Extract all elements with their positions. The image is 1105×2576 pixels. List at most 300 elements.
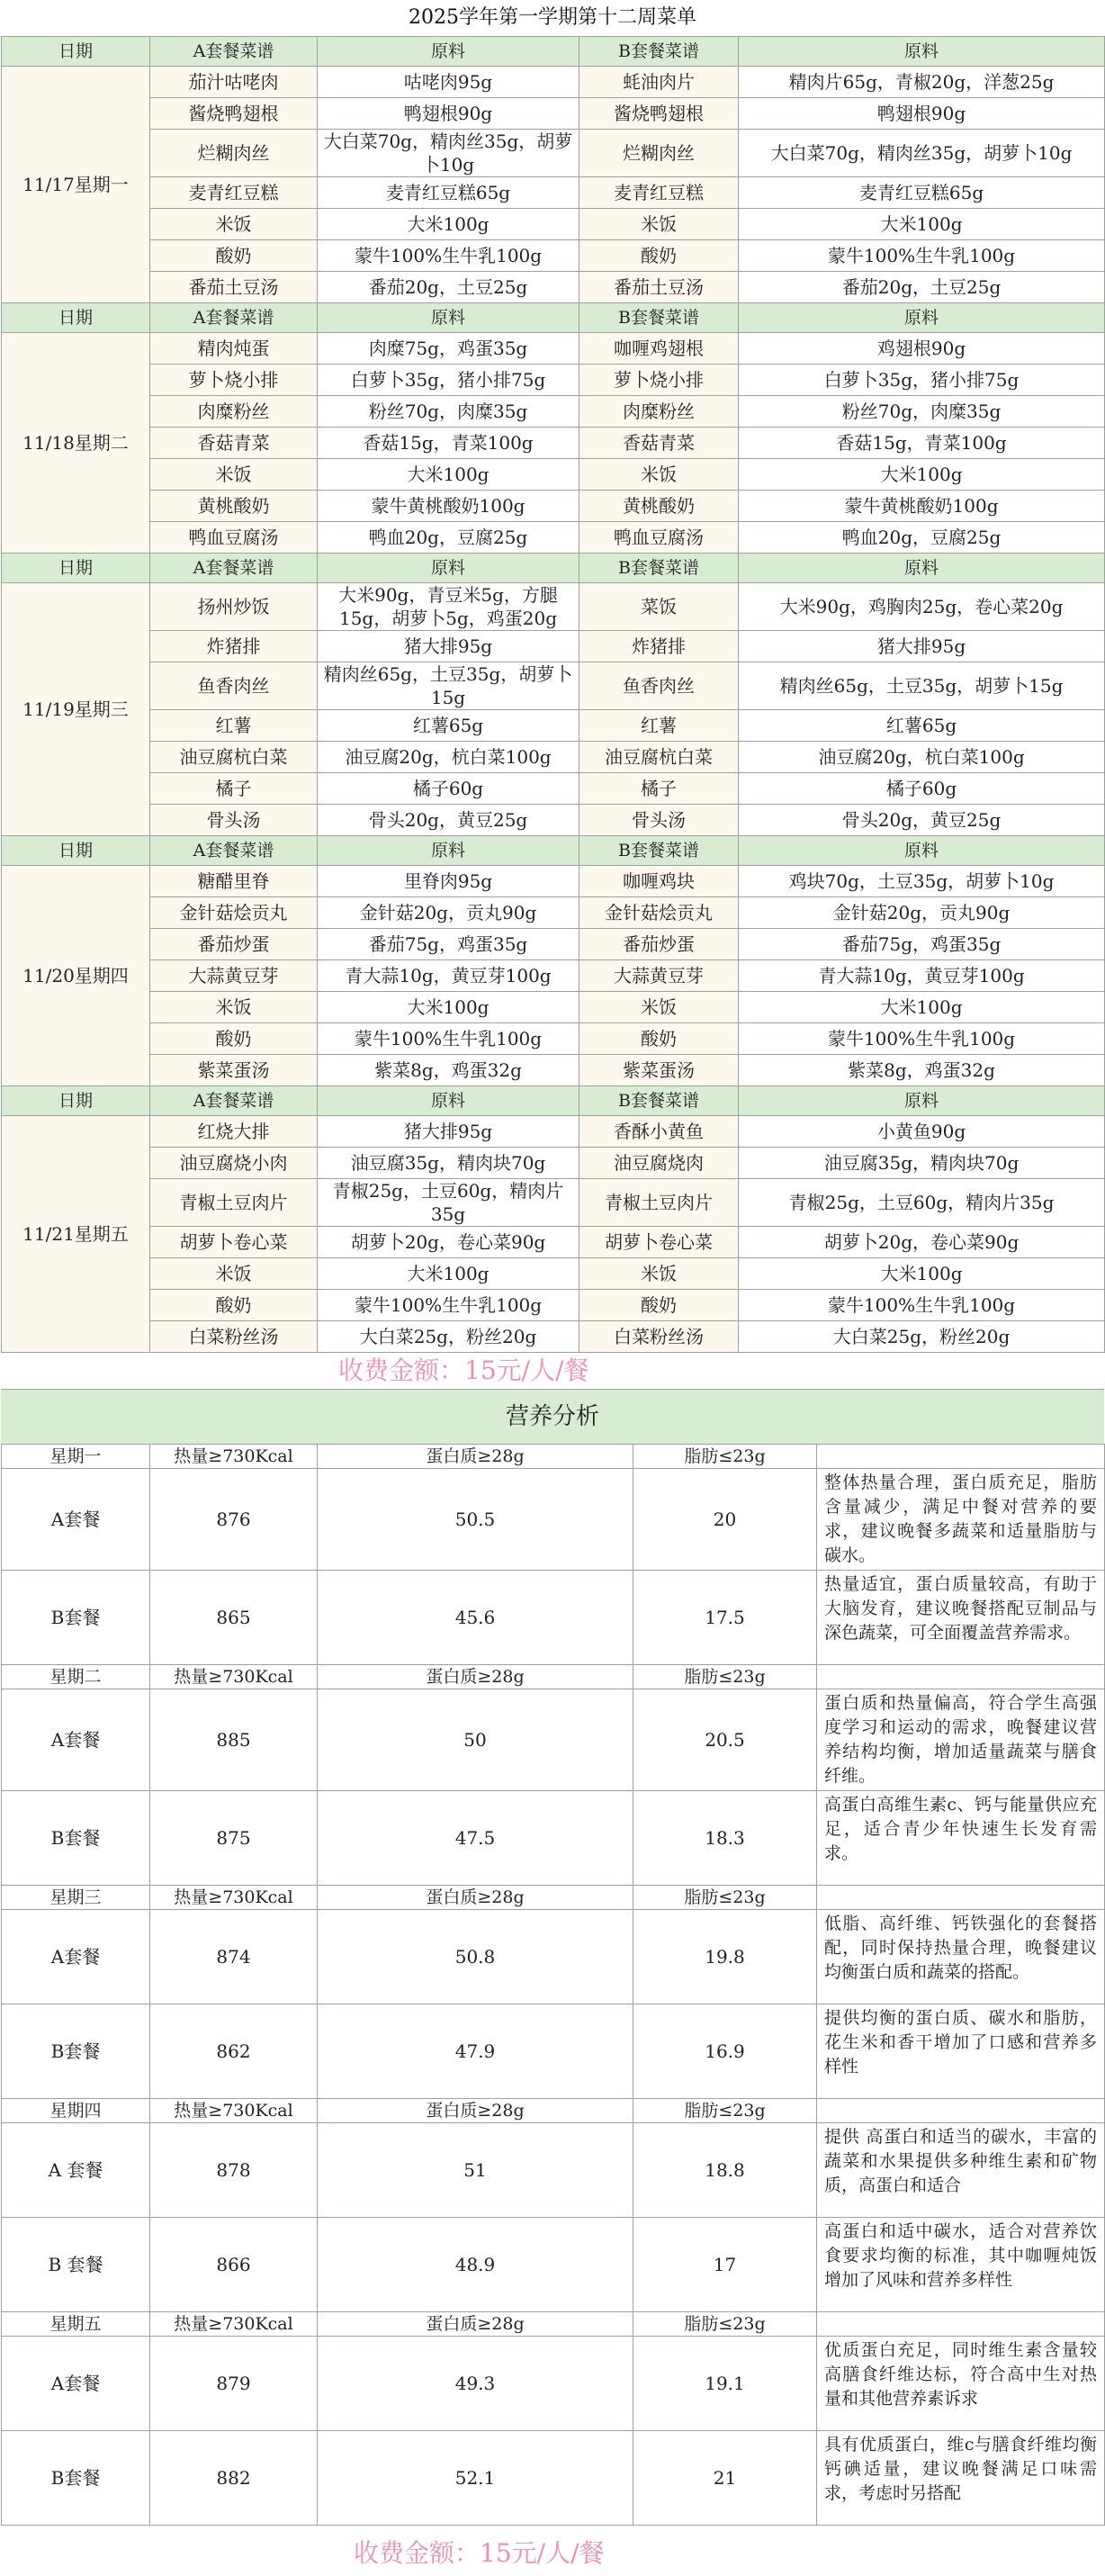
a-ingredients: 金针菇20g，贡丸90g <box>318 897 579 929</box>
analysis-comment: 高蛋白高维生素c、钙与能量供应充足，适合青少年快速生长发育需求。 <box>817 1791 1105 1886</box>
a-dish-name: 麦青红豆糕 <box>150 177 318 209</box>
a-ingredients: 大米100g <box>318 209 579 240</box>
set-label: A套餐 <box>2 1910 150 2004</box>
b-dish-name: 红薯 <box>579 710 739 742</box>
table-row <box>2 773 1105 805</box>
b-ingredients: 红薯65g <box>739 710 1105 742</box>
table-row <box>2 67 1105 98</box>
b-dish-name: 黄桃酸奶 <box>579 491 739 522</box>
nutrition-subheader-row <box>2 1886 1105 1910</box>
day-label: 11/21星期五 <box>2 1116 150 1353</box>
header-ingredients: 原料 <box>739 37 1105 67</box>
heat-value: 885 <box>150 1689 318 1791</box>
protein-value: 48.9 <box>318 2218 633 2312</box>
b-ingredients: 大米90g，鸡胸肉25g，卷心菜20g <box>739 583 1105 631</box>
heat-value: 882 <box>150 2431 318 2526</box>
nutrition-subheader-row <box>2 1445 1105 1469</box>
header-b-menu: B套餐菜谱 <box>579 303 739 333</box>
analysis-comment: 整体热量合理，蛋白质充足，脂肪含量减少，满足中餐对营养的要求，建议晚餐多蔬菜和适量脂肪与碳水。 <box>817 1469 1105 1571</box>
nutrition-body <box>2 1445 1105 2526</box>
b-dish-name: 米饭 <box>579 209 739 240</box>
b-ingredients: 大米100g <box>739 459 1105 491</box>
a-ingredients: 番茄75g，鸡蛋35g <box>318 929 579 960</box>
table-row <box>2 1227 1105 1258</box>
table-row <box>2 130 1105 177</box>
analysis-comment: 低脂、高纤维、钙铁强化的套餐搭配，同时保持热量合理，晚餐建议均衡蛋白质和蔬菜的搭配。 <box>817 1910 1105 2004</box>
a-ingredients: 蒙牛100%生牛乳100g <box>318 240 579 272</box>
heat-value: 865 <box>150 1571 318 1665</box>
comment-header <box>817 2099 1105 2123</box>
fat-header: 脂肪≤23g <box>633 2312 817 2337</box>
b-ingredients: 鸭血20g，豆腐25g <box>739 522 1105 554</box>
heat-value: 875 <box>150 1791 318 1886</box>
b-ingredients: 大米100g <box>739 992 1105 1023</box>
fat-value: 20 <box>633 1469 817 1571</box>
set-label: B 套餐 <box>2 2218 150 2312</box>
b-ingredients: 橘子60g <box>739 773 1105 805</box>
analysis-comment: 提供均衡的蛋白质、碳水和脂肪，花生米和香干增加了口感和营养多样性 <box>817 2004 1105 2099</box>
b-dish-name: 大蒜黄豆芽 <box>579 960 739 992</box>
comment-header <box>817 1445 1105 1469</box>
a-ingredients: 油豆腐20g，杭白菜100g <box>318 742 579 773</box>
b-ingredients: 小黄鱼90g <box>739 1116 1105 1148</box>
set-label: A套餐 <box>2 1689 150 1791</box>
header-ingredients: 原料 <box>318 836 579 866</box>
a-dish-name: 香菇青菜 <box>150 428 318 459</box>
a-ingredients: 精肉丝65g，土豆35g，胡萝卜15g <box>318 662 579 710</box>
table-row <box>2 333 1105 365</box>
b-dish-name: 米饭 <box>579 1258 739 1290</box>
table-row <box>2 428 1105 459</box>
a-ingredients: 白萝卜35g，猪小排75g <box>318 365 579 396</box>
fat-header: 脂肪≤23g <box>633 1665 817 1689</box>
b-ingredients: 大白菜70g，精肉丝35g，胡萝卜10g <box>739 130 1105 177</box>
set-label: B套餐 <box>2 2431 150 2526</box>
b-ingredients: 鸡翅根90g <box>739 333 1105 365</box>
heat-header: 热量≥730Kcal <box>150 2312 318 2337</box>
a-dish-name: 酱烧鸭翅根 <box>150 98 318 130</box>
b-dish-name: 炸猪排 <box>579 631 739 662</box>
b-ingredients: 猪大排95g <box>739 631 1105 662</box>
a-dish-name: 胡萝卜卷心菜 <box>150 1227 318 1258</box>
b-dish-name: 肉糜粉丝 <box>579 396 739 428</box>
a-ingredients: 蒙牛100%生牛乳100g <box>318 1023 579 1055</box>
table-row <box>2 209 1105 240</box>
table-row <box>2 522 1105 554</box>
fat-value: 21 <box>633 2431 817 2526</box>
a-dish-name: 酸奶 <box>150 1290 318 1321</box>
a-ingredients: 紫菜8g，鸡蛋32g <box>318 1055 579 1086</box>
header-ingredients: 原料 <box>318 37 579 67</box>
header-a-menu: A套餐菜谱 <box>150 836 318 866</box>
header-ingredients: 原料 <box>739 836 1105 866</box>
a-ingredients: 大米100g <box>318 459 579 491</box>
nutrition-row <box>2 1689 1105 1791</box>
b-dish-name: 蚝油肉片 <box>579 67 739 98</box>
fat-value: 18.3 <box>633 1791 817 1886</box>
b-dish-name: 香菇青菜 <box>579 428 739 459</box>
protein-header: 蛋白质≥28g <box>318 1445 633 1469</box>
nutrition-row <box>2 1469 1105 1571</box>
a-dish-name: 酸奶 <box>150 1023 318 1055</box>
b-ingredients: 青大蒜10g，黄豆芽100g <box>739 960 1105 992</box>
header-a-menu: A套餐菜谱 <box>150 37 318 67</box>
b-dish-name: 紫菜蛋汤 <box>579 1055 739 1086</box>
a-ingredients: 大白菜25g，粉丝20g <box>318 1321 579 1353</box>
table-row <box>2 897 1105 929</box>
table-row <box>2 396 1105 428</box>
a-dish-name: 酸奶 <box>150 240 318 272</box>
heat-value: 876 <box>150 1469 318 1571</box>
table-row <box>2 710 1105 742</box>
table-row <box>2 631 1105 662</box>
a-dish-name: 油豆腐烧小肉 <box>150 1148 318 1179</box>
a-dish-name: 米饭 <box>150 459 318 491</box>
a-dish-name: 精肉炖蛋 <box>150 333 318 365</box>
nutrition-day: 星期三 <box>2 1886 150 1910</box>
table-row <box>2 240 1105 272</box>
set-label: B套餐 <box>2 1791 150 1886</box>
a-ingredients: 肉糜75g，鸡蛋35g <box>318 333 579 365</box>
a-ingredients: 粉丝70g，肉糜35g <box>318 396 579 428</box>
heat-header: 热量≥730Kcal <box>150 2099 318 2123</box>
heat-header: 热量≥730Kcal <box>150 1886 318 1910</box>
heat-header: 热量≥730Kcal <box>150 1445 318 1469</box>
table-row <box>2 805 1105 836</box>
b-dish-name: 酱烧鸭翅根 <box>579 98 739 130</box>
b-ingredients: 蒙牛黄桃酸奶100g <box>739 491 1105 522</box>
header-b-menu: B套餐菜谱 <box>579 1086 739 1116</box>
protein-value: 47.9 <box>318 2004 633 2099</box>
heat-value: 878 <box>150 2123 318 2218</box>
b-ingredients: 蒙牛100%生牛乳100g <box>739 1290 1105 1321</box>
b-ingredients: 蒙牛100%生牛乳100g <box>739 240 1105 272</box>
nutrition-day: 星期一 <box>2 1445 150 1469</box>
menu-header-row <box>2 836 1105 866</box>
nutrition-title: 营养分析 <box>1 1389 1104 1444</box>
table-row <box>2 1258 1105 1290</box>
menu-header-row <box>2 1086 1105 1116</box>
b-dish-name: 油豆腐杭白菜 <box>579 742 739 773</box>
table-row <box>2 992 1105 1023</box>
protein-header: 蛋白质≥28g <box>318 1886 633 1910</box>
a-dish-name: 油豆腐杭白菜 <box>150 742 318 773</box>
header-date: 日期 <box>2 554 150 583</box>
b-dish-name: 骨头汤 <box>579 805 739 836</box>
a-dish-name: 橘子 <box>150 773 318 805</box>
table-row <box>2 491 1105 522</box>
a-dish-name: 茄汁咕咾肉 <box>150 67 318 98</box>
header-b-menu: B套餐菜谱 <box>579 836 739 866</box>
b-dish-name: 鱼香肉丝 <box>579 662 739 710</box>
b-dish-name: 米饭 <box>579 459 739 491</box>
a-ingredients: 香菇15g，青菜100g <box>318 428 579 459</box>
a-dish-name: 番茄炒蛋 <box>150 929 318 960</box>
a-ingredients: 鸭血20g，豆腐25g <box>318 522 579 554</box>
a-dish-name: 炸猪排 <box>150 631 318 662</box>
a-dish-name: 米饭 <box>150 209 318 240</box>
a-dish-name: 鱼香肉丝 <box>150 662 318 710</box>
fat-header: 脂肪≤23g <box>633 1445 817 1469</box>
analysis-comment: 高蛋白和适中碳水，适合对营养饮食要求均衡的标准，其中咖喱炖饭增加了风味和营养多样性 <box>817 2218 1105 2312</box>
b-dish-name: 酸奶 <box>579 1023 739 1055</box>
b-dish-name: 金针菇烩贡丸 <box>579 897 739 929</box>
b-ingredients: 精肉片65g，青椒20g，洋葱25g <box>739 67 1105 98</box>
menu-header-row <box>2 554 1105 583</box>
b-ingredients: 精肉丝65g，土豆35g，胡萝卜15g <box>739 662 1105 710</box>
a-dish-name: 鸭血豆腐汤 <box>150 522 318 554</box>
a-ingredients: 油豆腐35g，精肉块70g <box>318 1148 579 1179</box>
table-row <box>2 583 1105 631</box>
a-ingredients: 橘子60g <box>318 773 579 805</box>
fat-value: 19.1 <box>633 2337 817 2431</box>
table-row <box>2 1148 1105 1179</box>
b-dish-name: 米饭 <box>579 992 739 1023</box>
table-row <box>2 177 1105 209</box>
table-row <box>2 1321 1105 1353</box>
a-dish-name: 大蒜黄豆芽 <box>150 960 318 992</box>
fat-value: 16.9 <box>633 2004 817 2099</box>
header-date: 日期 <box>2 1086 150 1116</box>
b-ingredients: 蒙牛100%生牛乳100g <box>739 1023 1105 1055</box>
b-dish-name: 烂糊肉丝 <box>579 130 739 177</box>
fat-value: 17.5 <box>633 1571 817 1665</box>
protein-value: 51 <box>318 2123 633 2218</box>
table-row <box>2 742 1105 773</box>
nutrition-day: 星期五 <box>2 2312 150 2337</box>
a-dish-name: 黄桃酸奶 <box>150 491 318 522</box>
fat-value: 20.5 <box>633 1689 817 1791</box>
b-dish-name: 酸奶 <box>579 240 739 272</box>
header-a-menu: A套餐菜谱 <box>150 1086 318 1116</box>
set-label: A套餐 <box>2 2337 150 2431</box>
protein-value: 50.8 <box>318 1910 633 2004</box>
nutrition-subheader-row <box>2 2312 1105 2337</box>
b-ingredients: 油豆腐20g，杭白菜100g <box>739 742 1105 773</box>
set-label: A套餐 <box>2 1469 150 1571</box>
b-ingredients: 胡萝卜20g，卷心菜90g <box>739 1227 1105 1258</box>
b-ingredients: 白萝卜35g，猪小排75g <box>739 365 1105 396</box>
a-dish-name: 骨头汤 <box>150 805 318 836</box>
b-dish-name: 番茄炒蛋 <box>579 929 739 960</box>
heat-value: 862 <box>150 2004 318 2099</box>
a-ingredients: 红薯65g <box>318 710 579 742</box>
heat-header: 热量≥730Kcal <box>150 1665 318 1689</box>
b-dish-name: 菜饭 <box>579 583 739 631</box>
header-a-menu: A套餐菜谱 <box>150 554 318 583</box>
b-ingredients: 骨头20g，黄豆25g <box>739 805 1105 836</box>
header-ingredients: 原料 <box>739 1086 1105 1116</box>
heat-value: 866 <box>150 2218 318 2312</box>
nutrition-row <box>2 2431 1105 2526</box>
protein-value: 47.5 <box>318 1791 633 1886</box>
b-dish-name: 麦青红豆糕 <box>579 177 739 209</box>
a-dish-name: 番茄土豆汤 <box>150 272 318 303</box>
nutrition-row <box>2 2123 1105 2218</box>
a-ingredients: 咕咾肉95g <box>318 67 579 98</box>
nutrition-row <box>2 1791 1105 1886</box>
analysis-comment: 蛋白质和热量偏高，符合学生高强度学习和运动的需求，晚餐建议营养结构均衡，增加适量蔬菜与膳食纤维。 <box>817 1689 1105 1791</box>
day-label: 11/17星期一 <box>2 67 150 303</box>
a-ingredients: 麦青红豆糕65g <box>318 177 579 209</box>
protein-value: 49.3 <box>318 2337 633 2431</box>
a-dish-name: 青椒土豆肉片 <box>150 1179 318 1227</box>
table-row <box>2 1116 1105 1148</box>
a-ingredients: 里脊肉95g <box>318 866 579 897</box>
analysis-comment: 热量适宜，蛋白质量较高，有助于大脑发育，建议晚餐搭配豆制品与深色蔬菜，可全面覆盖营养需求。 <box>817 1571 1105 1665</box>
comment-header <box>817 2312 1105 2337</box>
nutrition-row <box>2 2337 1105 2431</box>
set-label: B套餐 <box>2 1571 150 1665</box>
a-ingredients: 蒙牛黄桃酸奶100g <box>318 491 579 522</box>
a-ingredients: 鸭翅根90g <box>318 98 579 130</box>
a-ingredients: 胡萝卜20g，卷心菜90g <box>318 1227 579 1258</box>
b-dish-name: 油豆腐烧肉 <box>579 1148 739 1179</box>
protein-value: 45.6 <box>318 1571 633 1665</box>
header-date: 日期 <box>2 303 150 333</box>
set-label: B套餐 <box>2 2004 150 2099</box>
table-row <box>2 1055 1105 1086</box>
protein-header: 蛋白质≥28g <box>318 2312 633 2337</box>
nutrition-row <box>2 1571 1105 1665</box>
header-ingredients: 原料 <box>318 1086 579 1116</box>
comment-header <box>817 1886 1105 1910</box>
table-row <box>2 272 1105 303</box>
b-ingredients: 鸭翅根90g <box>739 98 1105 130</box>
header-ingredients: 原料 <box>318 303 579 333</box>
a-ingredients: 猪大排95g <box>318 631 579 662</box>
protein-header: 蛋白质≥28g <box>318 1665 633 1689</box>
heat-value: 879 <box>150 2337 318 2431</box>
nutrition-row <box>2 1910 1105 2004</box>
b-dish-name: 鸭血豆腐汤 <box>579 522 739 554</box>
a-ingredients: 骨头20g，黄豆25g <box>318 805 579 836</box>
b-dish-name: 白菜粉丝汤 <box>579 1321 739 1353</box>
a-dish-name: 烂糊肉丝 <box>150 130 318 177</box>
fee-text-bottom: 收费金额：15元/人/餐 <box>354 2538 605 2568</box>
table-row <box>2 365 1105 396</box>
protein-value: 50 <box>318 1689 633 1791</box>
a-dish-name: 糖醋里脊 <box>150 866 318 897</box>
fat-header: 脂肪≤23g <box>633 2099 817 2123</box>
day-label: 11/18星期二 <box>2 333 150 554</box>
header-b-menu: B套餐菜谱 <box>579 554 739 583</box>
b-dish-name: 酸奶 <box>579 1290 739 1321</box>
nutrition-day: 星期二 <box>2 1665 150 1689</box>
fat-value: 17 <box>633 2218 817 2312</box>
b-ingredients: 番茄20g，土豆25g <box>739 272 1105 303</box>
nutrition-subheader-row <box>2 1665 1105 1689</box>
a-ingredients: 大米90g，青豆米5g，方腿15g，胡萝卜5g，鸡蛋20g <box>318 583 579 631</box>
analysis-comment: 提供 高蛋白和适当的碳水，丰富的蔬菜和水果提供多种维生素和矿物质，高蛋白和适合 <box>817 2123 1105 2218</box>
menu-header-row <box>2 303 1105 333</box>
a-dish-name: 金针菇烩贡丸 <box>150 897 318 929</box>
a-dish-name: 萝卜烧小排 <box>150 365 318 396</box>
b-ingredients: 大米100g <box>739 1258 1105 1290</box>
b-ingredients: 粉丝70g，肉糜35g <box>739 396 1105 428</box>
b-dish-name: 香酥小黄鱼 <box>579 1116 739 1148</box>
day-label: 11/19星期三 <box>2 583 150 836</box>
menu-body <box>2 37 1105 1353</box>
fee-text: 收费金额：15元/人/餐 <box>338 1356 589 1385</box>
table-row <box>2 662 1105 710</box>
table-row <box>2 98 1105 130</box>
a-ingredients: 青大蒜10g，黄豆芽100g <box>318 960 579 992</box>
b-ingredients: 金针菇20g，贡丸90g <box>739 897 1105 929</box>
b-dish-name: 萝卜烧小排 <box>579 365 739 396</box>
fat-header: 脂肪≤23g <box>633 1886 817 1910</box>
header-ingredients: 原料 <box>318 554 579 583</box>
b-ingredients: 油豆腐35g，精肉块70g <box>739 1148 1105 1179</box>
protein-header: 蛋白质≥28g <box>318 2099 633 2123</box>
b-ingredients: 大米100g <box>739 209 1105 240</box>
header-date: 日期 <box>2 37 150 67</box>
a-dish-name: 米饭 <box>150 1258 318 1290</box>
comment-header <box>817 1665 1105 1689</box>
header-ingredients: 原料 <box>739 554 1105 583</box>
a-ingredients: 青椒25g，土豆60g，精肉片35g <box>318 1179 579 1227</box>
table-row <box>2 1023 1105 1055</box>
a-ingredients: 猪大排95g <box>318 1116 579 1148</box>
table-row <box>2 960 1105 992</box>
b-ingredients: 麦青红豆糕65g <box>739 177 1105 209</box>
menu-header-row <box>2 37 1105 67</box>
b-ingredients: 番茄75g，鸡蛋35g <box>739 929 1105 960</box>
protein-value: 52.1 <box>318 2431 633 2526</box>
a-ingredients: 番茄20g，土豆25g <box>318 272 579 303</box>
day-label: 11/20星期四 <box>2 866 150 1086</box>
table-row <box>2 866 1105 897</box>
nutrition-day: 星期四 <box>2 2099 150 2123</box>
nutrition-subheader-row <box>2 2099 1105 2123</box>
b-dish-name: 番茄土豆汤 <box>579 272 739 303</box>
a-dish-name: 白菜粉丝汤 <box>150 1321 318 1353</box>
b-ingredients: 鸡块70g，土豆35g，胡萝卜10g <box>739 866 1105 897</box>
b-ingredients: 大白菜25g，粉丝20g <box>739 1321 1105 1353</box>
a-ingredients: 大白菜70g，精肉丝35g，胡萝卜10g <box>318 130 579 177</box>
page-title: 2025学年第一学期第十二周菜单 <box>409 6 696 29</box>
heat-value: 874 <box>150 1910 318 2004</box>
header-b-menu: B套餐菜谱 <box>579 37 739 67</box>
analysis-comment: 优质蛋白充足，同时维生素含量较高膳食纤维达标，符合高中生对热量和其他营养素诉求 <box>817 2337 1105 2431</box>
a-dish-name: 红烧大排 <box>150 1116 318 1148</box>
b-dish-name: 咖喱鸡块 <box>579 866 739 897</box>
set-label: A 套餐 <box>2 2123 150 2218</box>
b-ingredients: 紫菜8g，鸡蛋32g <box>739 1055 1105 1086</box>
a-dish-name: 紫菜蛋汤 <box>150 1055 318 1086</box>
b-dish-name: 咖喱鸡翅根 <box>579 333 739 365</box>
a-ingredients: 蒙牛100%生牛乳100g <box>318 1290 579 1321</box>
nutrition-row <box>2 2004 1105 2099</box>
header-a-menu: A套餐菜谱 <box>150 303 318 333</box>
a-dish-name: 肉糜粉丝 <box>150 396 318 428</box>
a-dish-name: 扬州炒饭 <box>150 583 318 631</box>
nutrition-row <box>2 2218 1105 2312</box>
a-dish-name: 红薯 <box>150 710 318 742</box>
a-ingredients: 大米100g <box>318 992 579 1023</box>
a-dish-name: 米饭 <box>150 992 318 1023</box>
header-date: 日期 <box>2 836 150 866</box>
fat-value: 19.8 <box>633 1910 817 2004</box>
b-dish-name: 胡萝卜卷心菜 <box>579 1227 739 1258</box>
table-row <box>2 459 1105 491</box>
header-ingredients: 原料 <box>739 303 1105 333</box>
table-row <box>2 929 1105 960</box>
fat-value: 18.8 <box>633 2123 817 2218</box>
menu-table <box>1 36 1105 1353</box>
b-dish-name: 青椒土豆肉片 <box>579 1179 739 1227</box>
analysis-comment: 具有优质蛋白，维c与膳食纤维均衡钙碘适量，建议晚餐满足口味需求，考虑时另搭配 <box>817 2431 1105 2526</box>
